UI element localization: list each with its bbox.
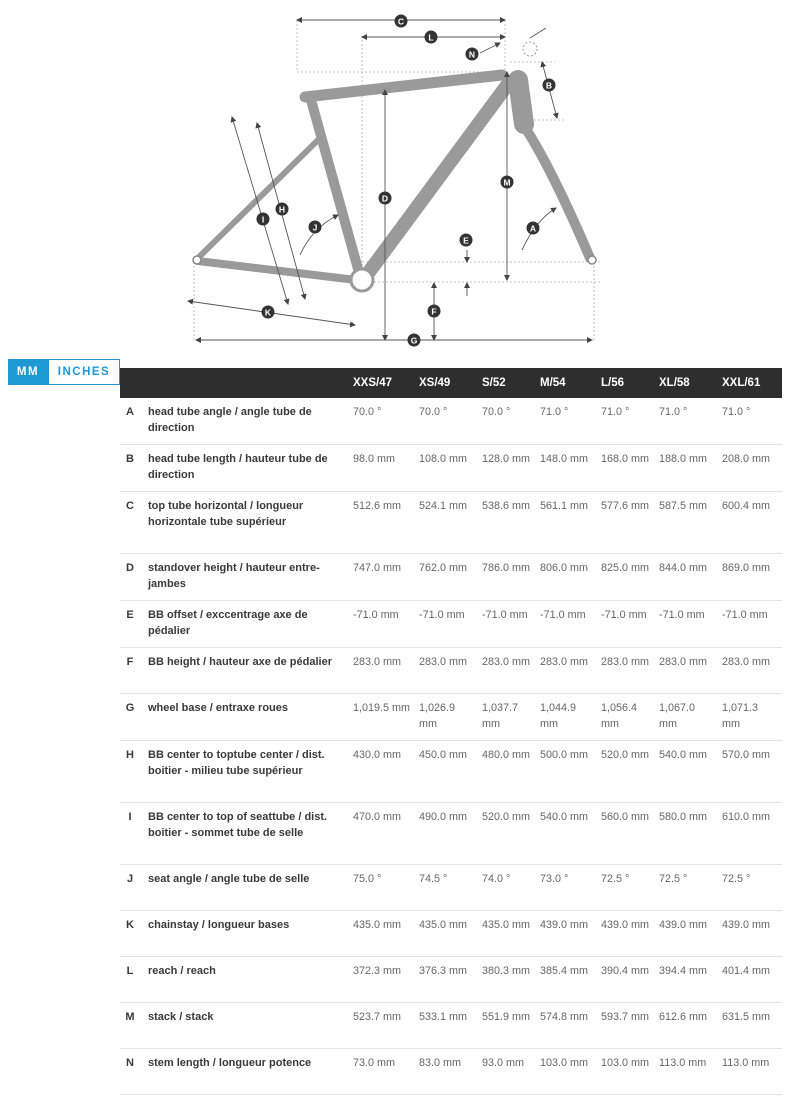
marker-i [257, 213, 270, 226]
marker-l [425, 31, 438, 44]
table-row [120, 445, 782, 492]
row-value: 574.8 mm [536, 1003, 597, 1049]
marker-g [408, 334, 421, 347]
row-value: 71.0 ° [536, 398, 597, 445]
svg-text:D: D [381, 193, 389, 204]
table-row [120, 1003, 782, 1049]
row-value: 540.0 mm [536, 803, 597, 865]
row-value: 283.0 mm [349, 648, 415, 694]
row-value: 435.0 mm [478, 911, 536, 957]
frame-geometry-diagram [0, 0, 800, 352]
header-size: M/54 [540, 377, 566, 389]
row-label: reach / reach [144, 957, 349, 1003]
row-value: 74.0 ° [478, 865, 536, 911]
row-value: 439.0 mm [655, 911, 718, 957]
row-value: 512.6 mm [349, 492, 415, 554]
row-value: 1,044.9 mm [536, 694, 597, 741]
row-value: 439.0 mm [597, 911, 655, 957]
row-value: 394.4 mm [655, 957, 718, 1003]
table-row [120, 865, 782, 911]
row-label: head tube angle / angle tube de direction [144, 398, 349, 445]
row-value: 113.0 mm [655, 1049, 718, 1095]
rear-axle [193, 256, 201, 264]
row-value: 551.9 mm [478, 1003, 536, 1049]
row-value: 83.0 mm [415, 1049, 478, 1095]
marker-f [428, 305, 441, 318]
row-value: 71.0 ° [597, 398, 655, 445]
row-value: 283.0 mm [415, 648, 478, 694]
row-value: 390.4 mm [597, 957, 655, 1003]
row-value: 762.0 mm [415, 554, 478, 601]
row-value: 208.0 mm [718, 445, 782, 492]
row-value: 72.5 ° [655, 865, 718, 911]
table-row [120, 601, 782, 648]
svg-text:K: K [264, 307, 272, 318]
marker-e [460, 234, 473, 247]
marker-j [309, 221, 322, 234]
table-row [120, 741, 782, 803]
row-label: BB center to top of seattube / dist. boitier - sommet tube de selle [144, 803, 349, 865]
header-size: S/52 [482, 377, 506, 389]
stem-outline [523, 42, 537, 56]
row-value: 168.0 mm [597, 445, 655, 492]
row-value: 385.4 mm [536, 957, 597, 1003]
row-label: wheel base / entraxe roues [144, 694, 349, 741]
row-letter: K [120, 911, 144, 957]
marker-m [501, 176, 514, 189]
row-letter: N [120, 1049, 144, 1095]
row-letter: J [120, 865, 144, 911]
row-letter: A [120, 398, 144, 445]
row-value: -71.0 mm [597, 601, 655, 648]
row-label: standover height / hauteur entre-jambes [144, 554, 349, 601]
row-value: 570.0 mm [718, 741, 782, 803]
row-value: 430.0 mm [349, 741, 415, 803]
row-value: 593.7 mm [597, 1003, 655, 1049]
row-value: 372.3 mm [349, 957, 415, 1003]
row-value: 74.5 ° [415, 865, 478, 911]
table-header-row [120, 368, 782, 398]
row-value: 1,026.9 mm [415, 694, 478, 741]
row-value: 283.0 mm [536, 648, 597, 694]
row-letter: L [120, 957, 144, 1003]
row-value: -71.0 mm [655, 601, 718, 648]
row-label: chainstay / longueur bases [144, 911, 349, 957]
svg-text:L: L [428, 32, 434, 43]
row-letter: I [120, 803, 144, 865]
row-value: -71.0 mm [349, 601, 415, 648]
unit-toggle [8, 359, 120, 385]
header-size: XL/58 [659, 377, 690, 389]
marker-n [466, 48, 479, 61]
row-value: 1,067.0 mm [655, 694, 718, 741]
row-value: 520.0 mm [597, 741, 655, 803]
marker-h [276, 203, 289, 216]
dimension-markers [257, 15, 556, 347]
header-label [144, 368, 349, 398]
row-value: 1,071.3 mm [718, 694, 782, 741]
header-size: XS/49 [419, 377, 451, 389]
row-value: 610.0 mm [718, 803, 782, 865]
row-letter: M [120, 1003, 144, 1049]
row-letter: B [120, 445, 144, 492]
table-row [120, 1049, 782, 1095]
row-label: stack / stack [144, 1003, 349, 1049]
row-value: 1,019.5 mm [349, 694, 415, 741]
row-value: 380.3 mm [478, 957, 536, 1003]
row-value: 500.0 mm [536, 741, 597, 803]
row-label: BB offset / exccentrage axe de pédalier [144, 601, 349, 648]
table-row [120, 554, 782, 601]
row-label: seat angle / angle tube de selle [144, 865, 349, 911]
header-letter [120, 368, 144, 398]
row-value: 435.0 mm [415, 911, 478, 957]
row-label: top tube horizontal / longueur horizontale tube supérieur [144, 492, 349, 554]
row-value: 538.6 mm [478, 492, 536, 554]
table-row [120, 803, 782, 865]
row-value: 283.0 mm [597, 648, 655, 694]
table-row [120, 492, 782, 554]
row-value: 148.0 mm [536, 445, 597, 492]
row-value: 560.0 mm [597, 803, 655, 865]
row-value: 520.0 mm [478, 803, 536, 865]
header-size: L/56 [601, 377, 625, 389]
table-row [120, 957, 782, 1003]
row-value: 439.0 mm [536, 911, 597, 957]
table-row [120, 398, 782, 445]
row-value: 188.0 mm [655, 445, 718, 492]
row-letter: C [120, 492, 144, 554]
row-value: 73.0 ° [536, 865, 597, 911]
row-value: -71.0 mm [536, 601, 597, 648]
row-value: 108.0 mm [415, 445, 478, 492]
row-value: 128.0 mm [478, 445, 536, 492]
row-value: 806.0 mm [536, 554, 597, 601]
row-label: BB height / hauteur axe de pédalier [144, 648, 349, 694]
row-letter: G [120, 694, 144, 741]
marker-a [527, 222, 540, 235]
unit-tab-inches[interactable]: INCHES [48, 359, 120, 385]
row-value: 72.5 ° [718, 865, 782, 911]
table-row [120, 911, 782, 957]
svg-text:A: A [529, 223, 537, 234]
row-value: 587.5 mm [655, 492, 718, 554]
row-value: 524.1 mm [415, 492, 478, 554]
bike-frame [198, 75, 590, 280]
row-value: -71.0 mm [415, 601, 478, 648]
row-value: 747.0 mm [349, 554, 415, 601]
row-value: 450.0 mm [415, 741, 478, 803]
row-value: 844.0 mm [655, 554, 718, 601]
row-value: 283.0 mm [718, 648, 782, 694]
header-size: XXS/47 [353, 377, 392, 389]
row-letter: D [120, 554, 144, 601]
row-value: 93.0 mm [478, 1049, 536, 1095]
row-label: BB center to toptube center / dist. boitier - milieu tube supérieur [144, 741, 349, 803]
row-value: 631.5 mm [718, 1003, 782, 1049]
row-value: -71.0 mm [478, 601, 536, 648]
row-value: 71.0 ° [718, 398, 782, 445]
row-value: 283.0 mm [478, 648, 536, 694]
row-value: 75.0 ° [349, 865, 415, 911]
table-body [120, 398, 782, 1095]
row-value: 577.6 mm [597, 492, 655, 554]
row-value: -71.0 mm [718, 601, 782, 648]
svg-text:E: E [463, 235, 469, 246]
marker-k [262, 306, 275, 319]
row-value: 490.0 mm [415, 803, 478, 865]
row-value: 533.1 mm [415, 1003, 478, 1049]
row-value: 470.0 mm [349, 803, 415, 865]
row-letter: F [120, 648, 144, 694]
row-value: 113.0 mm [718, 1049, 782, 1095]
svg-text:M: M [503, 177, 511, 188]
row-value: 825.0 mm [597, 554, 655, 601]
bottom-bracket [351, 269, 373, 291]
svg-text:B: B [545, 80, 553, 91]
row-value: 869.0 mm [718, 554, 782, 601]
row-value: 70.0 ° [349, 398, 415, 445]
row-value: 580.0 mm [655, 803, 718, 865]
svg-text:N: N [468, 49, 476, 60]
front-axle [588, 256, 596, 264]
table-row [120, 648, 782, 694]
svg-text:J: J [312, 222, 318, 233]
marker-c [395, 15, 408, 28]
unit-tab-mm[interactable]: MM [8, 359, 48, 385]
row-value: 540.0 mm [655, 741, 718, 803]
row-value: 1,056.4 mm [597, 694, 655, 741]
row-value: 70.0 ° [415, 398, 478, 445]
row-letter: H [120, 741, 144, 803]
svg-text:G: G [410, 335, 418, 346]
row-value: 435.0 mm [349, 911, 415, 957]
row-value: 71.0 ° [655, 398, 718, 445]
svg-text:H: H [278, 204, 286, 215]
row-value: 600.4 mm [718, 492, 782, 554]
row-value: 439.0 mm [718, 911, 782, 957]
marker-b [543, 79, 556, 92]
marker-d [379, 192, 392, 205]
dimension-lines [188, 20, 592, 340]
row-value: 480.0 mm [478, 741, 536, 803]
row-value: 70.0 ° [478, 398, 536, 445]
header-size: XXL/61 [722, 377, 761, 389]
geometry-table [120, 368, 782, 1095]
row-value: 376.3 mm [415, 957, 478, 1003]
table-row [120, 694, 782, 741]
row-letter: E [120, 601, 144, 648]
row-value: 401.4 mm [718, 957, 782, 1003]
row-value: 561.1 mm [536, 492, 597, 554]
svg-text:C: C [397, 16, 405, 27]
row-value: 1,037.7 mm [478, 694, 536, 741]
row-value: 103.0 mm [536, 1049, 597, 1095]
row-value: 73.0 mm [349, 1049, 415, 1095]
row-label: head tube length / hauteur tube de direction [144, 445, 349, 492]
row-value: 523.7 mm [349, 1003, 415, 1049]
svg-text:I: I [261, 214, 265, 225]
row-value: 103.0 mm [597, 1049, 655, 1095]
row-value: 283.0 mm [655, 648, 718, 694]
svg-text:F: F [431, 306, 437, 317]
row-value: 786.0 mm [478, 554, 536, 601]
row-value: 98.0 mm [349, 445, 415, 492]
guide-lines [194, 20, 600, 340]
row-label: stem length / longueur potence [144, 1049, 349, 1095]
row-value: 612.6 mm [655, 1003, 718, 1049]
row-value: 72.5 ° [597, 865, 655, 911]
